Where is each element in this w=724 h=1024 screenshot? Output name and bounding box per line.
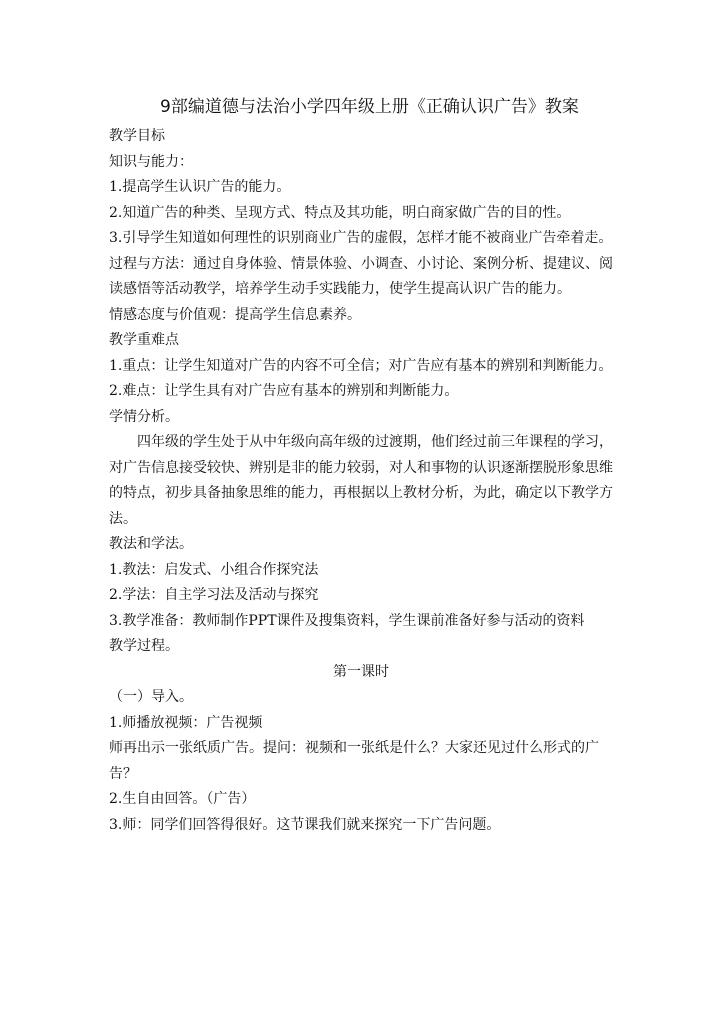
section-heading-teaching-process: 教学过程。 xyxy=(109,638,179,654)
subheading-knowledge-ability: 知识与能力： xyxy=(109,153,193,170)
key-point-item: 1.重点：让学生知道对广告的内容不可全信；对广告应有基本的辨别和判断能力。 xyxy=(109,357,613,374)
method-item-3: 3.教学准备：教师制作PPT课件及搜集资料，学生课前准备好参与活动的资料 xyxy=(109,612,585,629)
method-item-2: 2.学法：自主学习法及活动与探究 xyxy=(109,587,319,603)
emotion-values-paragraph: 情感态度与价值观：提高学生信息素养。 xyxy=(109,306,361,323)
intro-question-paragraph: 师再出示一张纸质广告。提问：视频和一张纸是什么？大家还见过什么形式的广告？ xyxy=(109,740,599,782)
intro-step-3: 3.师：同学们回答得很好。这节课我们就来探究一下广告问题。 xyxy=(109,816,501,833)
section-heading-methods: 教法和学法。 xyxy=(109,536,193,552)
section-heading-key-difficult-points: 教学重难点 xyxy=(109,332,179,348)
goal-item-2: 2.知道广告的种类、呈现方式、特点及其功能，明白商家做广告的目的性。 xyxy=(109,204,571,221)
lesson-heading-first: 第一课时 xyxy=(333,663,389,680)
goal-item-3: 3.引导学生知道如何理性的识别商业广告的虚假，怎样才能不被商业广告牵着走。 xyxy=(109,230,613,246)
method-item-1: 1.教法：启发式、小组合作探究法 xyxy=(109,561,319,578)
difficult-point-item: 2.难点：让学生具有对广告应有基本的辨别和判断能力。 xyxy=(109,383,459,399)
goal-item-1: 1.提高学生认识广告的能力。 xyxy=(109,179,291,195)
part-heading-intro: （一）导入。 xyxy=(109,689,193,705)
learner-analysis-paragraph: 四年级的学生处于从中年级向高年级的过渡期，他们经过前三年课程的学习，对广告信息接受较快、辨别是非的能力较弱，对人和事物的认识逐渐摆脱形象思维的特点，初步具备抽象思维的能力，再根据以上教材分析，为此，确定以下教学方法。 xyxy=(109,434,613,527)
intro-step-2: 2.生自由回答。（广告） xyxy=(109,791,256,807)
section-heading-teaching-goals: 教学目标 xyxy=(109,128,165,144)
document-title: 9部编道德与法治小学四年级上册《正确认识广告》教案 xyxy=(160,97,579,117)
document-body xyxy=(109,124,613,838)
process-method-paragraph: 过程与方法：通过自身体验、情景体验、小调查、小讨论、案例分析、提建议、阅读感悟等活动教学，培养学生动手实践能力，使学生提高认识广告的能力。 xyxy=(109,255,613,297)
section-heading-learner-analysis: 学情分析。 xyxy=(109,408,179,425)
intro-step-1: 1.师播放视频：广告视频 xyxy=(109,714,263,731)
